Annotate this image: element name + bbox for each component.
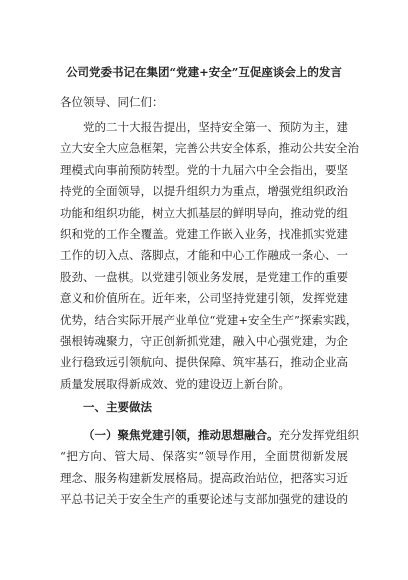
paragraph-1-line: 立大安全大应急框架，完善公共安全体系，推动公共安全治 bbox=[60, 141, 359, 156]
paragraph-1-line: 工作的切入点、落脚点，才能和中心工作融成一条心、一 bbox=[60, 248, 348, 263]
section-heading: 一、主要做法 bbox=[83, 400, 152, 414]
paragraph-2-line: 平总书记关于安全生产的重要论述与支部加强党的建设的 bbox=[60, 492, 348, 507]
paragraph-2 bbox=[60, 425, 359, 511]
paragraph-2-line: 充分发挥党组织 bbox=[278, 428, 359, 442]
paragraph-1-line: 股劲、一盘棋。以党建引领业务发展，是党建工作的重要 bbox=[60, 269, 348, 284]
paragraph-1-line: 业行稳致远引领航向、提供保障、筑牢基石，推动企业高 bbox=[60, 355, 348, 370]
paragraph-1-line: 持党的全面领导，以提升组织力为重点，增强党组织政治 bbox=[60, 184, 348, 199]
paragraph-2-line: “把方向、管大局、保落实”领导作用，全面贯彻新发展 bbox=[60, 449, 348, 464]
paragraph-1-line: 意义和价值所在。近年来，公司坚持党建引领，发挥党建 bbox=[60, 291, 348, 306]
paragraph-1-line: 理模式向事前预防转型。党的十九届六中全会指出，要坚 bbox=[60, 162, 348, 177]
paragraph-1-line: 织和党的工作全覆盖。党建工作嵌入业务，找准抓实党建 bbox=[60, 227, 348, 242]
paragraph-1-line: 质量发展取得新成效、党的建设迈上新台阶。 bbox=[60, 376, 290, 391]
paragraph-1 bbox=[60, 117, 359, 395]
paragraph-1-line: 功能和组织功能，树立大抓基层的鲜明导向，推动党的组 bbox=[60, 205, 348, 220]
paragraph-1-line: 优势，结合实际开展产业单位“党建+安全生产”探索实践， bbox=[60, 312, 358, 327]
salutation: 各位领导、同仁们： bbox=[60, 95, 164, 109]
document-title: 公司党委书记在集团“党建+安全”互促座谈会上的发言 bbox=[66, 65, 342, 79]
paragraph-1-line: 强根铸魂聚力，守正创新抓党建，融入中心强党建，为企 bbox=[60, 334, 348, 349]
paragraph-2-first-line bbox=[60, 425, 359, 446]
paragraph-2-lead: （一）聚焦党建引领，推动思想融合。 bbox=[83, 428, 279, 442]
paragraph-2-line: 理念、服务构建新发展格局。提高政治站位，把落实习近 bbox=[60, 470, 348, 485]
paragraph-1-line: 党的二十大报告提出，坚持安全第一、预防为主，建 bbox=[83, 120, 348, 134]
